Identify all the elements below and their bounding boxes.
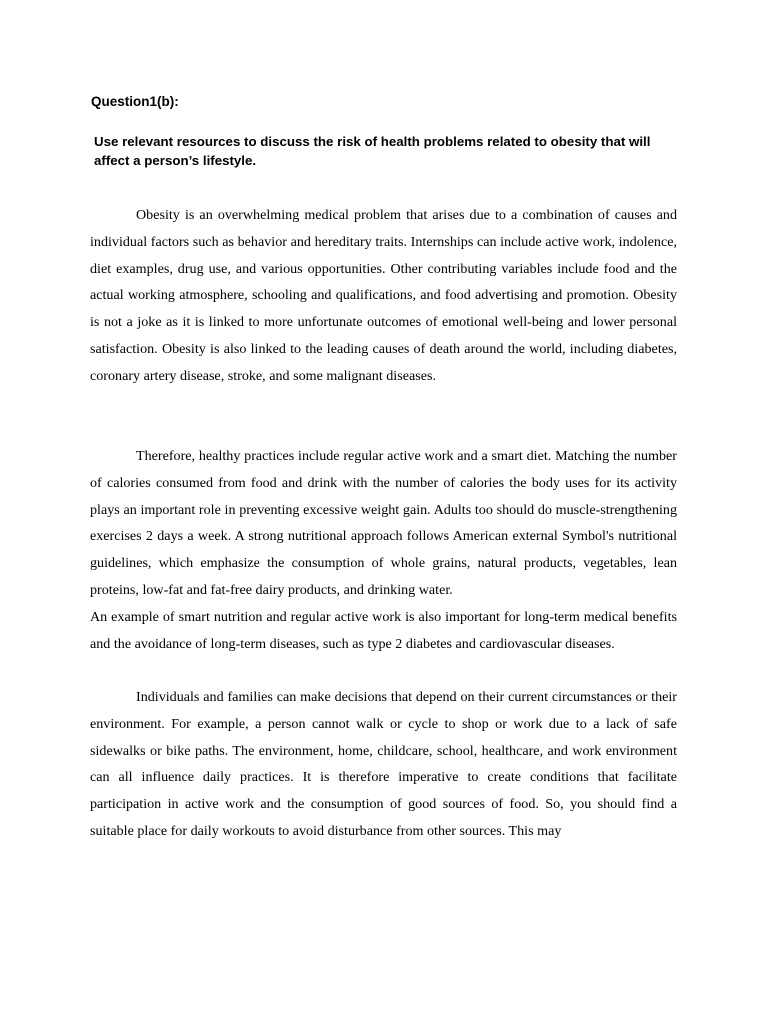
paragraph-group-healthy-practices — [90, 443, 677, 657]
paragraph-healthy-practices: Therefore, healthy practices include regular active work and a smart diet. Matching the number of calories consumed from food and drink with the number of calories the body uses for its activity plays an important role in preventing excessive weight gain. Adults too should do muscle-strengthening exercises 2 days a week. A strong nutritional approach follows American external Symbol's nutritional guidelines, which emphasize the consumption of whole grains, natural products, vegetables, lean proteins, low-fat and fat-free dairy products, and drinking water. — [90, 448, 677, 598]
paragraph-obesity-causes: Obesity is an overwhelming medical problem that arises due to a combination of causes and individual factors such as behavior and hereditary traits. Internships can include active work, indolence, diet examples, drug use, and various opportunities. Other contributing variables include food and the actual working atmosphere, schooling and qualifications, and food advertising and promotion. Obesity is not a joke as it is linked to more unfortunate outcomes of emotional well-being and lower personal satisfaction. Obesity is also linked to the leading causes of death around the world, including diabetes, coronary artery disease, stroke, and some malignant diseases. — [90, 207, 677, 384]
question-heading: Question1(b): — [91, 94, 179, 109]
paragraph-environment: Individuals and families can make decisions that depend on their current circumstances or their environment. For example, a person cannot walk or cycle to shop or work due to a lack of safe sidewalks or bike paths. The environment, home, childcare, school, healthcare, and work environment can all influence daily practices. It is therefore imperative to create conditions that facilitate participation in active work and the consumption of good sources of food. So, you should find a suitable place for daily workouts to avoid disturbance from other sources. This may — [90, 689, 677, 839]
question-prompt: Use relevant resources to discuss the risk of health problems related to obesity that will affect a person’s lifestyle. — [94, 134, 651, 168]
paragraph-smart-nutrition: An example of smart nutrition and regular active work is also important for long-term medical benefits and the avoidance of long-term diseases, such as type 2 diabetes and cardiovascular diseases. — [90, 608, 677, 652]
